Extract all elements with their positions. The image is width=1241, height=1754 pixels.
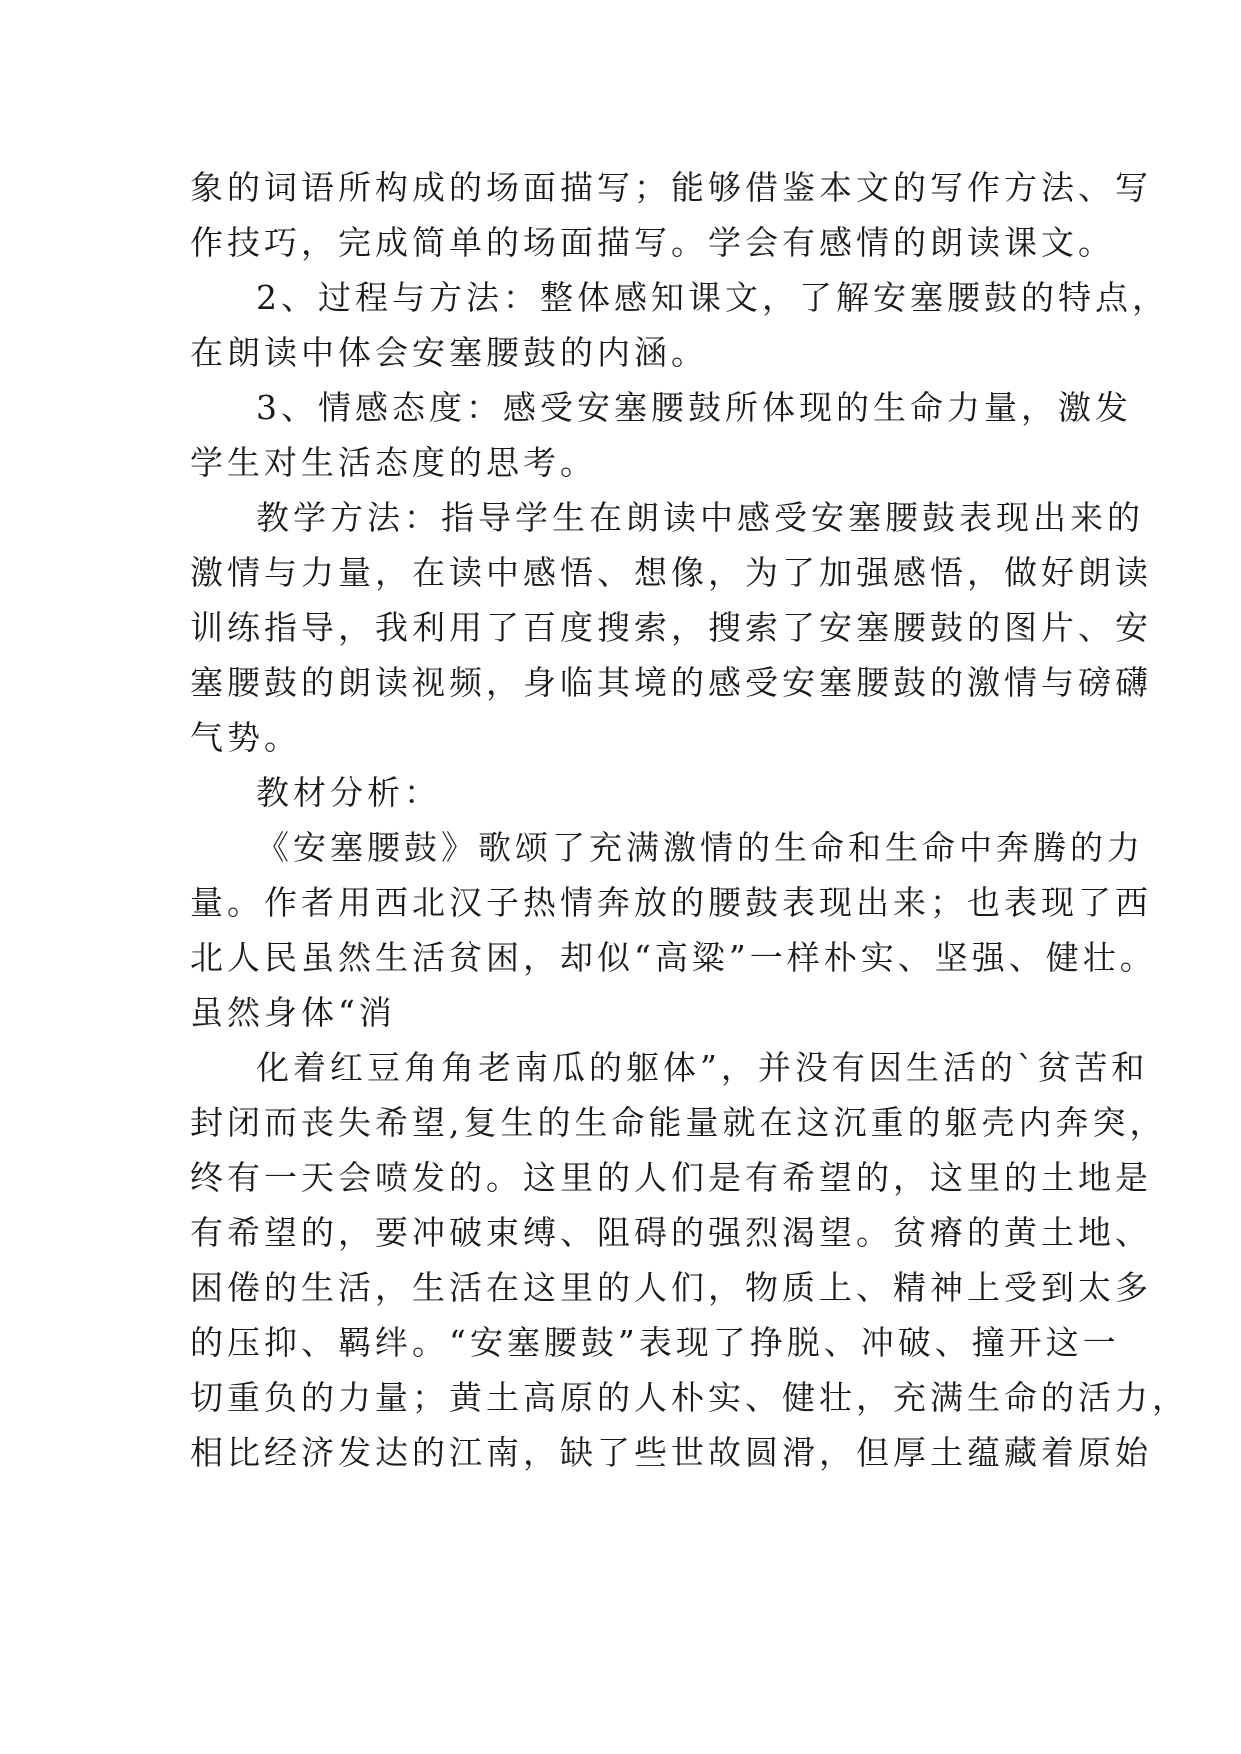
- text-line: 训练指导，我利用了百度搜索，搜索了安塞腰鼓的图片、安: [190, 608, 1152, 647]
- text-line: 《安塞腰鼓》歌颂了充满激情的生命和生命中奔腾的力: [256, 828, 1144, 867]
- text-line: 北人民虽然生活贫困，却似“高粱”一样朴实、坚强、健壮。: [190, 938, 1157, 977]
- text-line: 教学方法：指导学生在朗读中感受安塞腰鼓表现出来的: [256, 498, 1144, 537]
- text-line: 切重负的力量；黄土高原的人朴实、健壮，充满生命的活力，: [190, 1378, 1189, 1417]
- text-line: 的压抑、羁绊。“安塞腰鼓”表现了挣脱、冲破、撞开这一: [190, 1323, 1120, 1362]
- text-line: 2、过程与方法：整体感知课文，了解安塞腰鼓的特点，: [256, 278, 1169, 317]
- text-line: 气势。: [190, 718, 301, 757]
- text-line: 塞腰鼓的朗读视频，身临其境的感受安塞腰鼓的激情与磅礴: [190, 663, 1152, 702]
- section-heading: 教材分析：: [256, 773, 441, 812]
- text-line: 象的词语所构成的场面描写；能够借鉴本文的写作方法、写: [190, 168, 1152, 207]
- text-line: 化着红豆角角老南瓜的躯体”，并没有因生活的`贫苦和: [256, 1048, 1149, 1087]
- text-line: 量。作者用西北汉子热情奔放的腰鼓表现出来；也表现了西: [190, 883, 1152, 922]
- text-line: 作技巧，完成简单的场面描写。学会有感情的朗读课文。: [190, 223, 1115, 262]
- text-line: 学生对生活态度的思考。: [190, 443, 597, 482]
- text-line: 3、情感态度：感受安塞腰鼓所体现的生命力量，激发: [256, 388, 1132, 427]
- text-line: 终有一天会喷发的。这里的人们是有希望的，这里的土地是: [190, 1158, 1152, 1197]
- text-line: 困倦的生活，生活在这里的人们，物质上、精神上受到太多: [190, 1268, 1152, 1307]
- text-line: 有希望的，要冲破束缚、阻碍的强烈渴望。贫瘠的黄土地、: [190, 1213, 1152, 1252]
- text-line: 封闭而丧失希望,复生的生命能量就在这沉重的躯壳内奔突，: [190, 1103, 1167, 1142]
- text-line: 在朗读中体会安塞腰鼓的内涵。: [190, 333, 708, 372]
- text-line: 相比经济发达的江南，缺了些世故圆滑，但厚土蕴藏着原始: [190, 1433, 1152, 1472]
- text-line: 激情与力量，在读中感悟、想像，为了加强感悟，做好朗读: [190, 553, 1152, 592]
- text-line: 虽然身体“消: [190, 993, 396, 1032]
